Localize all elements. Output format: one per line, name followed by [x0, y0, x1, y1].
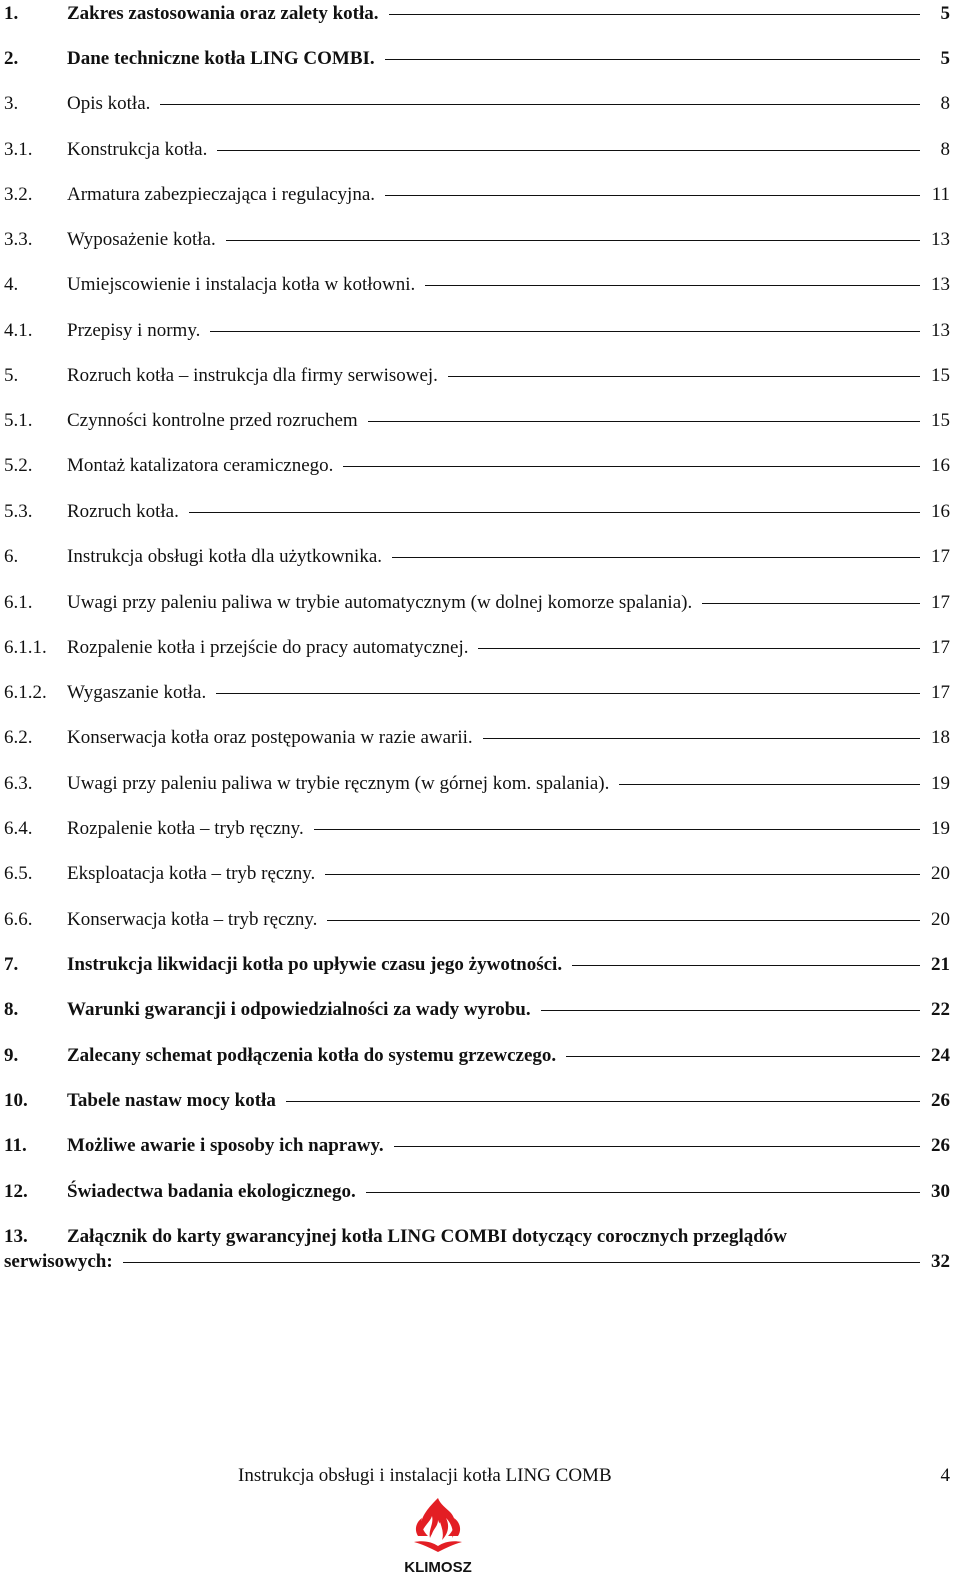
toc-leader-line [366, 1192, 920, 1193]
toc-entry-title: Wygaszanie kotła. [67, 682, 207, 703]
logo-text: KLIMOSZ [404, 1559, 472, 1576]
toc-entry-title: Instrukcja likwidacji kotła po upływie czasu jego żywotności. [67, 954, 563, 975]
toc-entry-title: Uwagi przy paleniu paliwa w trybie ręcznym (w górnej kom. spalania). [67, 773, 610, 794]
toc-entry-page: 30 [931, 1181, 950, 1202]
toc-leader-line [325, 874, 920, 875]
toc-entry[interactable] [4, 995, 950, 1025]
toc-entry-number: 6.2. [4, 727, 33, 748]
toc-entry-page: 17 [931, 546, 950, 567]
toc-entry-number: 2. [4, 48, 19, 69]
toc-entry-title: Uwagi przy paleniu paliwa w trybie automatycznym (w dolnej komorze spalania). [67, 592, 693, 613]
toc-entry-page: 26 [931, 1135, 950, 1156]
toc-entry-page: 17 [931, 682, 950, 703]
toc-leader-line [216, 693, 920, 694]
toc-entry[interactable] [4, 723, 950, 753]
toc-entry[interactable] [4, 859, 950, 889]
toc-entry-number: 10. [4, 1090, 28, 1111]
toc-leader-line [425, 285, 920, 286]
toc-entry-number: 6.1. [4, 592, 33, 613]
toc-leader-line [327, 920, 920, 921]
toc-entry-page: 17 [931, 637, 950, 658]
toc-entry-title: Zalecany schemat podłączenia kotła do systemu grzewczego. [67, 1045, 557, 1066]
toc-entry[interactable] [4, 1131, 950, 1161]
toc-entry-number: 4.1. [4, 320, 33, 341]
toc-entry-number: 5.1. [4, 410, 33, 431]
toc-entry[interactable] [4, 588, 950, 618]
toc-entry-number: 6.4. [4, 818, 33, 839]
flame-logo-icon [414, 1498, 462, 1552]
toc-leader-line [572, 965, 920, 966]
toc-entry-title: Umiejscowienie i instalacja kotła w kotłowni. [67, 274, 416, 295]
toc-entry-title: Rozruch kotła. [67, 501, 179, 522]
toc-leader-line [394, 1146, 920, 1147]
toc-entry[interactable] [4, 270, 950, 300]
toc-leader-line [160, 104, 920, 105]
toc-leader-line [385, 59, 920, 60]
toc-leader-line [619, 784, 920, 785]
toc-leader-line [210, 331, 920, 332]
toc-entry[interactable] [4, 905, 950, 935]
toc-leader-line [286, 1101, 920, 1102]
toc-entry[interactable] [4, 769, 950, 799]
toc-entry-page: 15 [931, 410, 950, 431]
toc-leader-line [483, 738, 920, 739]
toc-leader-line [385, 195, 920, 196]
toc-entry[interactable] [4, 316, 950, 346]
toc-entry-title: Konserwacja kotła – tryb ręczny. [67, 909, 318, 930]
toc-entry[interactable] [4, 814, 950, 844]
toc-leader-line [541, 1010, 920, 1011]
toc-entry-title: Konserwacja kotła oraz postępowania w razie awarii. [67, 727, 473, 748]
toc-entry-number: 5.3. [4, 501, 33, 522]
toc-entry-title: Montaż katalizatora ceramicznego. [67, 455, 334, 476]
toc-entry-title: Eksploatacja kotła – tryb ręczny. [67, 863, 316, 884]
toc-entry-title: Warunki gwarancji i odpowiedzialności za wady wyrobu. [67, 999, 531, 1020]
toc-entry-page: 8 [940, 139, 950, 160]
toc-entry[interactable] [4, 1086, 950, 1116]
toc-leader-line [702, 603, 920, 604]
toc-entry[interactable] [4, 633, 950, 663]
toc-entry-number: 8. [4, 999, 19, 1020]
toc-entry-number: 6.3. [4, 773, 33, 794]
toc-entry-number: 5. [4, 365, 19, 386]
toc-leader-line [478, 648, 920, 649]
toc-entry-page: 22 [931, 999, 950, 1020]
toc-entry[interactable] [4, 950, 950, 980]
toc-entry[interactable] [4, 542, 950, 572]
footer-title: Instrukcja obsługi i instalacji kotła LING COMB [238, 1465, 612, 1486]
toc-entry-page: 20 [931, 863, 950, 884]
toc-entry-title: Załącznik do karty gwarancyjnej kotła LING COMBI dotyczący corocznych przeglądów [67, 1226, 788, 1247]
toc-entry-page: 19 [931, 773, 950, 794]
toc-entry-title: Instrukcja obsługi kotła dla użytkownika. [67, 546, 383, 567]
toc-entry-page: 32 [931, 1251, 950, 1272]
toc-entry-page: 5 [940, 48, 950, 69]
toc-entry-page: 15 [931, 365, 950, 386]
toc-entry[interactable] [4, 89, 950, 119]
toc-entry-title: Wyposażenie kotła. [67, 229, 216, 250]
toc-leader-line [368, 421, 920, 422]
toc-entry[interactable] [4, 1041, 950, 1071]
toc-entry-page: 18 [931, 727, 950, 748]
toc-leader-line [566, 1056, 920, 1057]
toc-leader-line [226, 240, 920, 241]
toc-leader-line [314, 829, 920, 830]
toc-entry-number: 6.5. [4, 863, 33, 884]
footer-page-number: 4 [940, 1465, 950, 1486]
toc-leader-line [123, 1262, 920, 1263]
toc-entry-title: Rozpalenie kotła i przejście do pracy automatycznej. [67, 637, 469, 658]
toc-entry-page: 16 [931, 501, 950, 522]
toc-entry-page: 13 [931, 274, 950, 295]
toc-entry[interactable] [4, 451, 950, 481]
toc-entry-title: Możliwe awarie i sposoby ich naprawy. [67, 1135, 384, 1156]
toc-leader-line [189, 512, 920, 513]
toc-entry[interactable] [4, 0, 950, 29]
toc-leader-line [448, 376, 920, 377]
klimosz-logo [388, 1496, 488, 1576]
toc-entry-page: 19 [931, 818, 950, 839]
toc-entry[interactable] [4, 44, 950, 74]
toc-entry-title: Konstrukcja kotła. [67, 139, 208, 160]
toc-leader-line [392, 557, 920, 558]
toc-entry-number: 13. [4, 1226, 28, 1247]
toc-entry-title: Armatura zabezpieczająca i regulacyjna. [67, 184, 376, 205]
toc-entry-number: 6.1.2. [4, 682, 47, 703]
toc-entry-page: 8 [940, 93, 950, 114]
toc-entry-title: Dane techniczne kotła LING COMBI. [67, 48, 375, 69]
toc-entry-page: 13 [931, 320, 950, 341]
toc-entry-number: 3. [4, 93, 19, 114]
toc-entry[interactable] [4, 135, 950, 165]
toc-entry-title: Opis kotła. [67, 93, 151, 114]
toc-entry-number: 6.6. [4, 909, 33, 930]
toc-entry-number: 3.1. [4, 139, 33, 160]
toc-entry-title: Czynności kontrolne przed rozruchem [67, 410, 358, 431]
toc-entry-number: 5.2. [4, 455, 33, 476]
toc-entry-title: Rozpalenie kotła – tryb ręczny. [67, 818, 304, 839]
toc-entry-number: 3.2. [4, 184, 33, 205]
toc-leader-line [389, 14, 920, 15]
toc-entry[interactable] [4, 1222, 950, 1278]
toc-leader-line [217, 150, 920, 151]
toc-leader-line [343, 466, 920, 467]
toc-entry[interactable] [4, 180, 950, 210]
toc-entry-number: 7. [4, 954, 19, 975]
toc-entry-title: Zakres zastosowania oraz zalety kotła. [67, 3, 379, 24]
toc-entry-page: 24 [931, 1045, 950, 1066]
toc-entry-page: 16 [931, 455, 950, 476]
toc-entry[interactable] [4, 678, 950, 708]
toc-entry-number: 6. [4, 546, 19, 567]
toc-entry[interactable] [4, 225, 950, 255]
toc-entry-title: Tabele nastaw mocy kotła [67, 1090, 276, 1111]
toc-entry-number: 1. [4, 3, 19, 24]
toc-entry-number: 12. [4, 1181, 28, 1202]
toc-entry-title: Rozruch kotła – instrukcja dla firmy serwisowej. [67, 365, 438, 386]
toc-entry-title: Przepisy i normy. [67, 320, 201, 341]
toc-entry-number: 11. [4, 1135, 27, 1156]
toc-entry[interactable] [4, 361, 950, 391]
toc-entry-page: 20 [931, 909, 950, 930]
toc-entry-page: 13 [931, 229, 950, 250]
toc-entry-page: 26 [931, 1090, 950, 1111]
toc-entry[interactable] [4, 1177, 950, 1207]
toc-entry-page: 11 [931, 184, 950, 205]
toc-entry-number: 6.1.1. [4, 637, 47, 658]
toc-entry-page: 5 [940, 3, 950, 24]
toc-entry-title-continued: serwisowych: [4, 1251, 113, 1272]
toc-entry-number: 9. [4, 1045, 19, 1066]
toc-entry-page: 21 [931, 954, 950, 975]
toc-entry-number: 3.3. [4, 229, 33, 250]
toc-entry[interactable] [4, 406, 950, 436]
toc-entry[interactable] [4, 497, 950, 527]
toc-entry-page: 17 [931, 592, 950, 613]
toc-entry-number: 4. [4, 274, 19, 295]
toc-entry-title: Świadectwa badania ekologicznego. [67, 1181, 356, 1202]
